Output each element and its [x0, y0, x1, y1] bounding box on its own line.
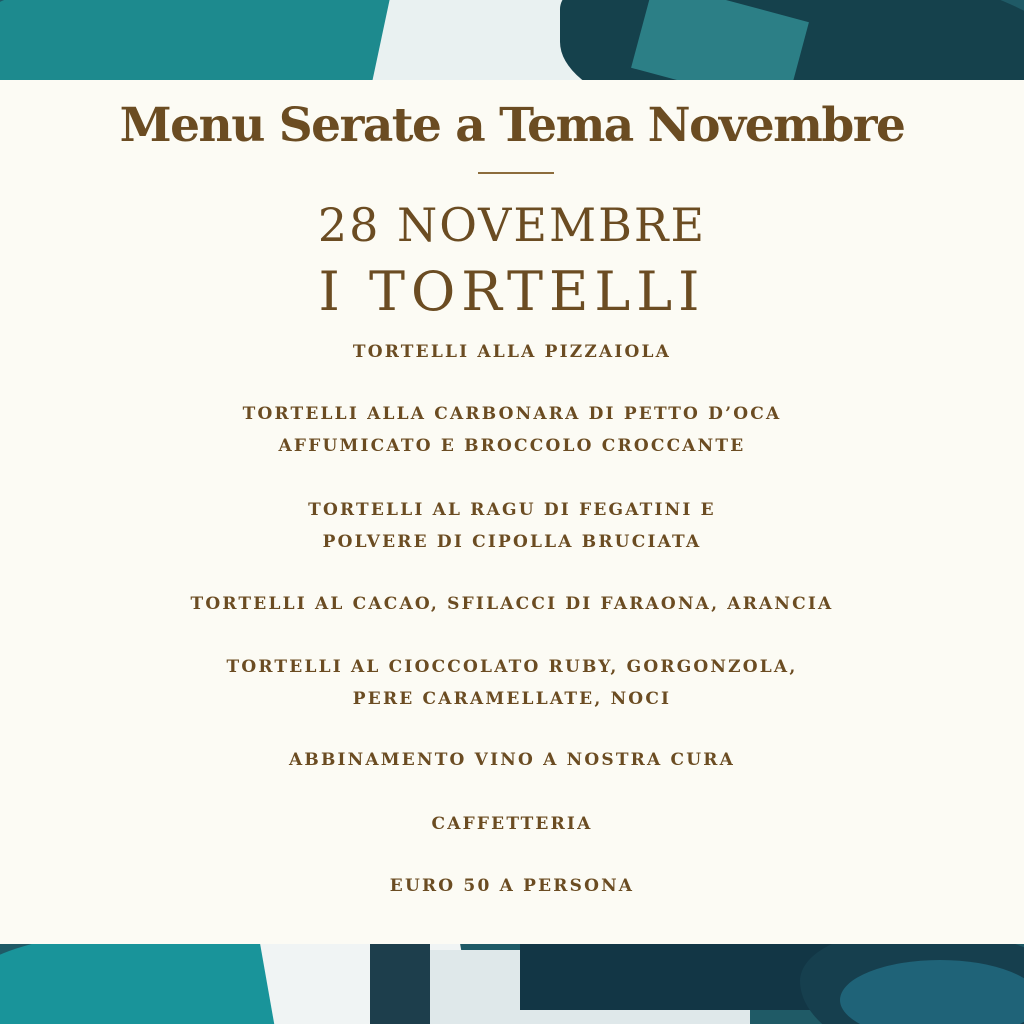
menu-item: TORTELLI AL RAGU DI FEGATINI E POLVERE DI CIPOLLA BRUCIATA — [308, 500, 716, 552]
wine-pairing: ABBINAMENTO VINO A NOSTRA CURA — [288, 750, 735, 770]
menu-item: TORTELLI ALLA CARBONARA DI PETTO D’OCA AFFUMICATO E BROCCOLO CROCCANTE — [242, 404, 782, 456]
event-date: 28 NOVEMBRE — [317, 198, 707, 252]
event-theme: I TORTELLI — [318, 260, 706, 323]
menu-item: TORTELLI AL CACAO, SFILACCI DI FARAONA, ARANCIA — [190, 594, 834, 614]
menu-item: TORTELLI ALLA PIZZAIOLA — [352, 342, 672, 362]
menu-item: TORTELLI AL CIOCCOLATO RUBY, GORGONZOLA, PERE CARAMELLATE, NOCI — [226, 657, 798, 709]
coffee-service: CAFFETTERIA — [431, 814, 593, 834]
title-divider — [478, 172, 554, 174]
menu-title: Menu Serate a Tema Novembre — [119, 98, 905, 153]
price: EURO 50 A PERSONA — [389, 876, 635, 896]
menu-card — [0, 80, 1024, 944]
